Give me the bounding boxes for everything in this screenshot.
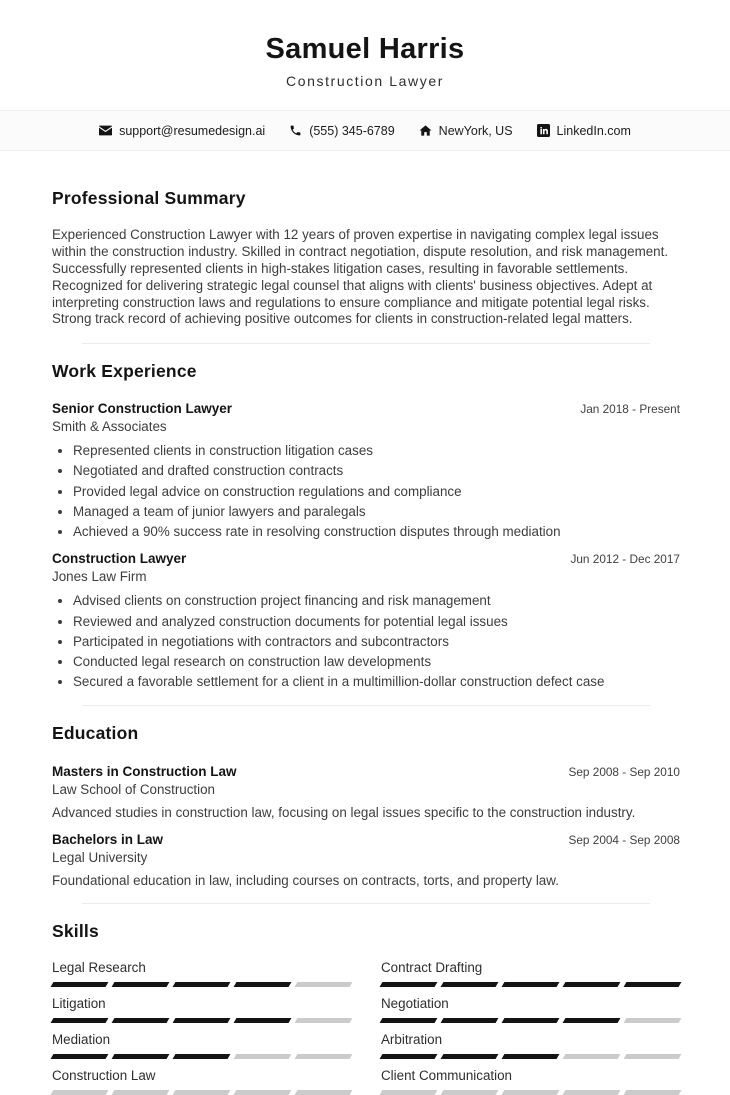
skill-name: Client Communication xyxy=(381,1068,512,1084)
job-bullet: • Provided legal advice on construction regulations and compliance xyxy=(73,484,680,501)
summary-text: Experienced Construction Lawyer with 12 years of proven expertise in navigating complex legal issues within the construction industry. Skilled in contract negotiation, dispute resolution, and risk management. Successfully represented clients in high-stakes litigation cases, resulting in favorable settlements. Recognized for delivering strategic legal counsel that aligns with clients' business objectives. Adept at interpreting construction laws and regulations to ensure compliance and mitigate potential legal risks. Strong track record of achieving positive outcomes for clients in construction-related legal matters. xyxy=(52,227,669,327)
education-degree: Masters in Construction Law xyxy=(52,764,237,780)
resume-header xyxy=(0,0,730,89)
contact-bar xyxy=(0,110,730,151)
education-dates: Sep 2008 - Sep 2010 xyxy=(568,765,680,780)
skill-level-segment xyxy=(234,1018,292,1023)
job-bullet: • Reviewed and analyzed construction documents for potential legal issues xyxy=(73,614,680,631)
education-entry-header xyxy=(52,764,680,779)
candidate-name: Samuel Harris xyxy=(265,33,465,65)
skill-level-segment xyxy=(563,1090,621,1095)
section-skills xyxy=(52,921,680,1095)
skill-name: Litigation xyxy=(52,996,106,1012)
skill-level-bar xyxy=(52,1018,351,1023)
education-degree: Bachelors in Law xyxy=(52,832,164,848)
skill-name: Arbitration xyxy=(381,1032,443,1048)
skill-level-segment xyxy=(563,1054,621,1059)
section-divider xyxy=(82,343,650,344)
job-bullet: • Represented clients in construction litigation cases xyxy=(73,443,680,460)
skill-level-segment xyxy=(380,1054,438,1059)
job-bullet-list xyxy=(52,443,680,540)
skill-name: Negotiation xyxy=(381,996,449,1012)
home-icon xyxy=(419,124,432,137)
skill-level-segment xyxy=(502,1090,560,1095)
contact-home[interactable] xyxy=(419,124,513,138)
candidate-title: Construction Lawyer xyxy=(285,73,444,89)
job-entry xyxy=(52,551,680,690)
skill-level-segment xyxy=(563,982,621,987)
education-entry xyxy=(52,764,680,820)
skill-level-segment xyxy=(295,1090,353,1095)
skill-level-segment xyxy=(502,1018,560,1023)
job-title: Senior Construction Lawyer xyxy=(52,401,233,417)
skill-level-segment xyxy=(624,1054,682,1059)
section-education xyxy=(52,723,680,888)
skill-level-segment xyxy=(563,1018,621,1023)
skill-level-segment xyxy=(380,1090,438,1095)
section-experience xyxy=(52,361,680,690)
skill-level-bar xyxy=(381,982,680,987)
job-dates: Jun 2012 - Dec 2017 xyxy=(570,552,680,567)
skill-level-segment xyxy=(112,1090,170,1095)
job-bullet: • Negotiated and drafted construction contracts xyxy=(73,463,680,480)
job-bullet-list xyxy=(52,593,680,690)
skill-level-segment xyxy=(173,1054,231,1059)
job-title: Construction Lawyer xyxy=(52,551,187,567)
education-list xyxy=(52,764,680,888)
skill-level-segment xyxy=(295,982,353,987)
contact-email[interactable] xyxy=(99,124,265,138)
skill-item xyxy=(381,1068,680,1095)
skill-level-segment xyxy=(51,1090,109,1095)
skill-level-bar xyxy=(52,982,351,987)
skill-level-segment xyxy=(441,1090,499,1095)
skill-level-segment xyxy=(295,1018,353,1023)
job-bullet: • Achieved a 90% success rate in resolving construction disputes through mediation xyxy=(73,524,680,541)
job-company: Jones Law Firm xyxy=(52,569,147,585)
email-icon xyxy=(99,124,112,137)
education-school: Law School of Construction xyxy=(52,782,216,798)
contact-phone-text: (555) 345-6789 xyxy=(309,123,395,138)
education-description: Advanced studies in construction law, focusing on legal issues specific to the construction industry. xyxy=(52,805,636,821)
skill-level-segment xyxy=(624,1018,682,1023)
education-school: Legal University xyxy=(52,850,148,866)
contact-linkedin[interactable] xyxy=(537,124,631,138)
education-dates: Sep 2004 - Sep 2008 xyxy=(568,833,680,848)
skill-level-segment xyxy=(234,1090,292,1095)
job-bullet: • Advised clients on construction project financing and risk management xyxy=(73,593,680,610)
summary-heading: Professional Summary xyxy=(52,188,246,208)
skill-name: Contract Drafting xyxy=(381,960,483,976)
skills-column-1 xyxy=(52,960,351,1095)
skill-level-segment xyxy=(112,982,170,987)
education-entry-header xyxy=(52,832,680,847)
education-entry xyxy=(52,832,680,888)
skill-level-segment xyxy=(112,1054,170,1059)
skill-level-bar xyxy=(381,1054,680,1059)
jobs-list xyxy=(52,401,680,690)
skills-column-2 xyxy=(381,960,680,1095)
education-heading: Education xyxy=(52,723,139,744)
job-bullet: • Managed a team of junior lawyers and paralegals xyxy=(73,504,680,521)
section-divider xyxy=(82,705,650,706)
contact-email-text: support@resumedesign.ai xyxy=(119,123,266,138)
skill-item xyxy=(381,960,680,987)
contact-linkedin-text: LinkedIn.com xyxy=(556,123,631,138)
skill-level-segment xyxy=(173,1018,231,1023)
section-summary xyxy=(52,188,680,328)
skill-item xyxy=(52,1068,351,1095)
skill-name: Mediation xyxy=(52,1032,111,1048)
skill-level-segment xyxy=(441,1018,499,1023)
job-bullet: • Participated in negotiations with contractors and subcontractors xyxy=(73,634,680,651)
skills-grid xyxy=(52,960,680,1095)
phone-icon xyxy=(289,124,302,137)
skill-level-segment xyxy=(624,1090,682,1095)
skill-level-bar xyxy=(52,1054,351,1059)
skill-item xyxy=(381,996,680,1023)
skill-item xyxy=(381,1032,680,1059)
skill-level-segment xyxy=(234,1054,292,1059)
skill-level-segment xyxy=(51,982,109,987)
job-bullet: • Conducted legal research on construction law developments xyxy=(73,654,680,671)
skill-item xyxy=(52,960,351,987)
skill-level-segment xyxy=(234,982,292,987)
skill-item xyxy=(52,1032,351,1059)
skill-level-segment xyxy=(380,1018,438,1023)
skill-level-segment xyxy=(51,1054,109,1059)
skill-level-segment xyxy=(502,1054,560,1059)
skill-level-segment xyxy=(295,1054,353,1059)
skill-level-segment xyxy=(51,1018,109,1023)
job-bullet: • Secured a favorable settlement for a client in a multimillion-dollar construction defect case xyxy=(73,674,680,691)
skill-level-bar xyxy=(381,1018,680,1023)
skill-level-segment xyxy=(173,1090,231,1095)
resume-body xyxy=(0,188,730,1095)
skills-heading: Skills xyxy=(52,921,99,942)
contact-phone[interactable] xyxy=(289,124,394,138)
experience-heading: Work Experience xyxy=(52,361,197,382)
skill-level-segment xyxy=(441,982,499,987)
contact-home-text: NewYork, US xyxy=(438,123,513,138)
education-description: Foundational education in law, including courses on contracts, torts, and property law. xyxy=(52,873,559,889)
skill-level-segment xyxy=(441,1054,499,1059)
skill-name: Legal Research xyxy=(52,960,146,976)
job-dates: Jan 2018 - Present xyxy=(580,402,680,417)
skill-level-bar xyxy=(52,1090,351,1095)
skill-level-segment xyxy=(112,1018,170,1023)
job-company: Smith & Associates xyxy=(52,419,167,435)
skill-name: Construction Law xyxy=(52,1068,156,1084)
skill-level-segment xyxy=(380,982,438,987)
job-entry xyxy=(52,401,680,540)
job-entry-header xyxy=(52,401,680,416)
linkedin-icon xyxy=(537,124,550,137)
skill-level-bar xyxy=(381,1090,680,1095)
job-entry-header xyxy=(52,551,680,566)
section-divider xyxy=(82,903,650,904)
skill-level-segment xyxy=(624,982,682,987)
skill-level-segment xyxy=(502,982,560,987)
skill-level-segment xyxy=(173,982,231,987)
skill-item xyxy=(52,996,351,1023)
